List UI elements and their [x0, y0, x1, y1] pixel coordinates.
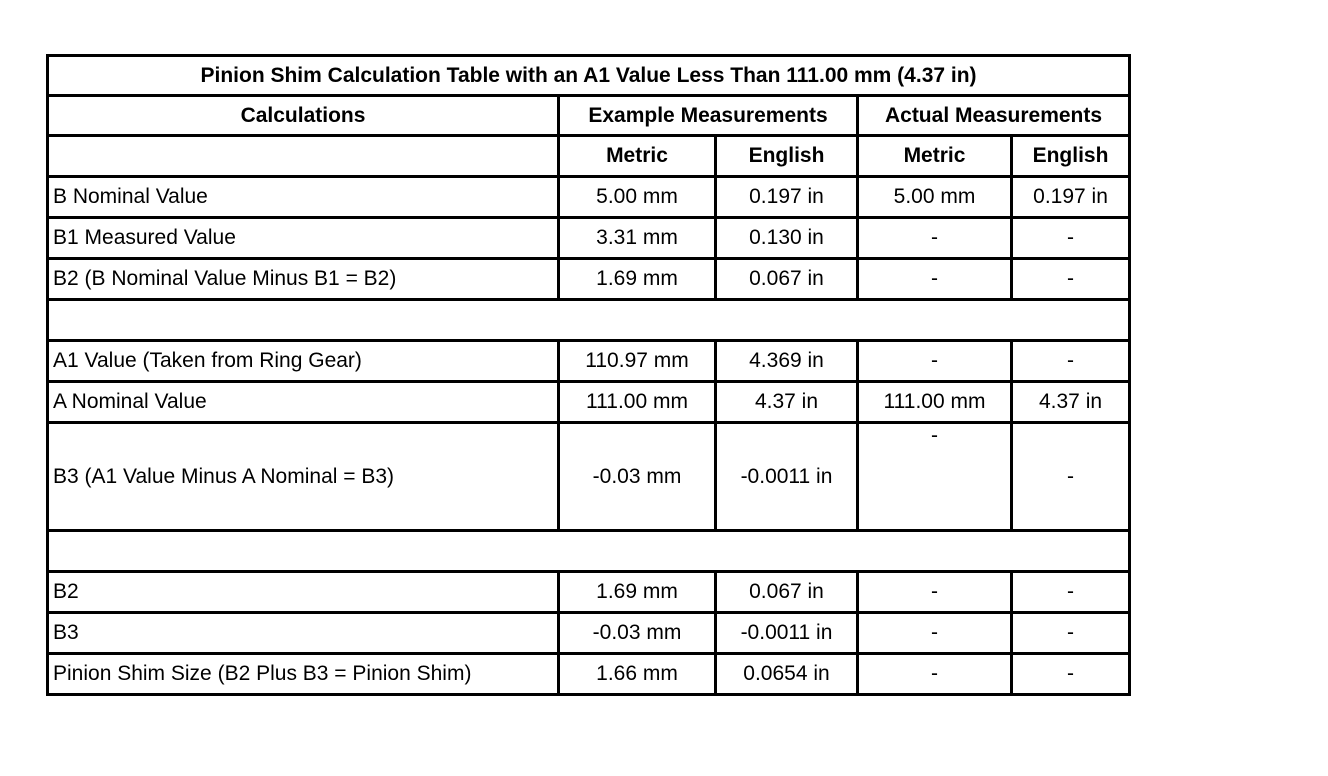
example-english-value: 0.0654 in — [716, 654, 858, 695]
spacer-row — [48, 531, 1130, 572]
actual-english-value: - — [1012, 572, 1130, 613]
subheader-example-english: English — [716, 136, 858, 177]
actual-metric-value: 111.00 mm — [858, 382, 1012, 423]
example-english-value: 4.369 in — [716, 341, 858, 382]
row-label: B Nominal Value — [48, 177, 559, 218]
table-row — [48, 423, 1130, 531]
example-metric-value: -0.03 mm — [559, 423, 716, 531]
spacer-row — [48, 300, 1130, 341]
table-row — [48, 613, 1130, 654]
actual-english-value: 4.37 in — [1012, 382, 1130, 423]
example-english-value: 0.130 in — [716, 218, 858, 259]
table-row — [48, 572, 1130, 613]
actual-english-value: - — [1012, 423, 1130, 531]
actual-metric-dash-top: - — [931, 424, 938, 447]
actual-metric-value: 5.00 mm — [858, 177, 1012, 218]
actual-metric-value — [858, 423, 1012, 531]
example-english-value: 0.197 in — [716, 177, 858, 218]
spacer-cell — [48, 300, 1130, 341]
example-english-value: 0.067 in — [716, 572, 858, 613]
header-example-measurements: Example Measurements — [559, 96, 858, 136]
row-label: Pinion Shim Size (B2 Plus B3 = Pinion Shim) — [48, 654, 559, 695]
subheader-actual-english: English — [1012, 136, 1130, 177]
row-label: B1 Measured Value — [48, 218, 559, 259]
example-metric-value: 111.00 mm — [559, 382, 716, 423]
actual-metric-value: - — [858, 218, 1012, 259]
table-row — [48, 259, 1130, 300]
table-row — [48, 654, 1130, 695]
actual-english-value: - — [1012, 341, 1130, 382]
pinion-shim-table — [46, 54, 1131, 696]
actual-metric-value: - — [858, 572, 1012, 613]
actual-english-value: - — [1012, 654, 1130, 695]
example-english-value: -0.0011 in — [716, 613, 858, 654]
example-metric-value: 1.69 mm — [559, 572, 716, 613]
actual-english-value: 0.197 in — [1012, 177, 1130, 218]
row-label: A Nominal Value — [48, 382, 559, 423]
table-row — [48, 218, 1130, 259]
actual-metric-value: - — [858, 259, 1012, 300]
example-english-value: 0.067 in — [716, 259, 858, 300]
subheader-actual-metric: Metric — [858, 136, 1012, 177]
table-row — [48, 177, 1130, 218]
example-english-value: -0.0011 in — [716, 423, 858, 531]
spacer-cell — [48, 531, 1130, 572]
table-title-row — [48, 56, 1130, 96]
example-metric-value: -0.03 mm — [559, 613, 716, 654]
table-row — [48, 382, 1130, 423]
example-metric-value: 5.00 mm — [559, 177, 716, 218]
example-metric-value: 1.69 mm — [559, 259, 716, 300]
example-metric-value: 3.31 mm — [559, 218, 716, 259]
header-actual-measurements: Actual Measurements — [858, 96, 1130, 136]
subheader-example-metric: Metric — [559, 136, 716, 177]
actual-english-value: - — [1012, 613, 1130, 654]
row-label: B3 — [48, 613, 559, 654]
header-calculations: Calculations — [48, 96, 559, 136]
actual-english-value: - — [1012, 218, 1130, 259]
subheader-row — [48, 136, 1130, 177]
example-english-value: 4.37 in — [716, 382, 858, 423]
actual-metric-value: - — [858, 613, 1012, 654]
header-row — [48, 96, 1130, 136]
table-row — [48, 341, 1130, 382]
example-metric-value: 110.97 mm — [559, 341, 716, 382]
row-label: B2 (B Nominal Value Minus B1 = B2) — [48, 259, 559, 300]
actual-metric-value: - — [858, 654, 1012, 695]
row-label: A1 Value (Taken from Ring Gear) — [48, 341, 559, 382]
row-label: B2 — [48, 572, 559, 613]
example-metric-value: 1.66 mm — [559, 654, 716, 695]
actual-english-value: - — [1012, 259, 1130, 300]
row-label: B3 (A1 Value Minus A Nominal = B3) — [48, 423, 559, 531]
actual-metric-value: - — [858, 341, 1012, 382]
subheader-blank — [48, 136, 559, 177]
table-title: Pinion Shim Calculation Table with an A1 Value Less Than 111.00 mm (4.37 in) — [48, 56, 1130, 96]
